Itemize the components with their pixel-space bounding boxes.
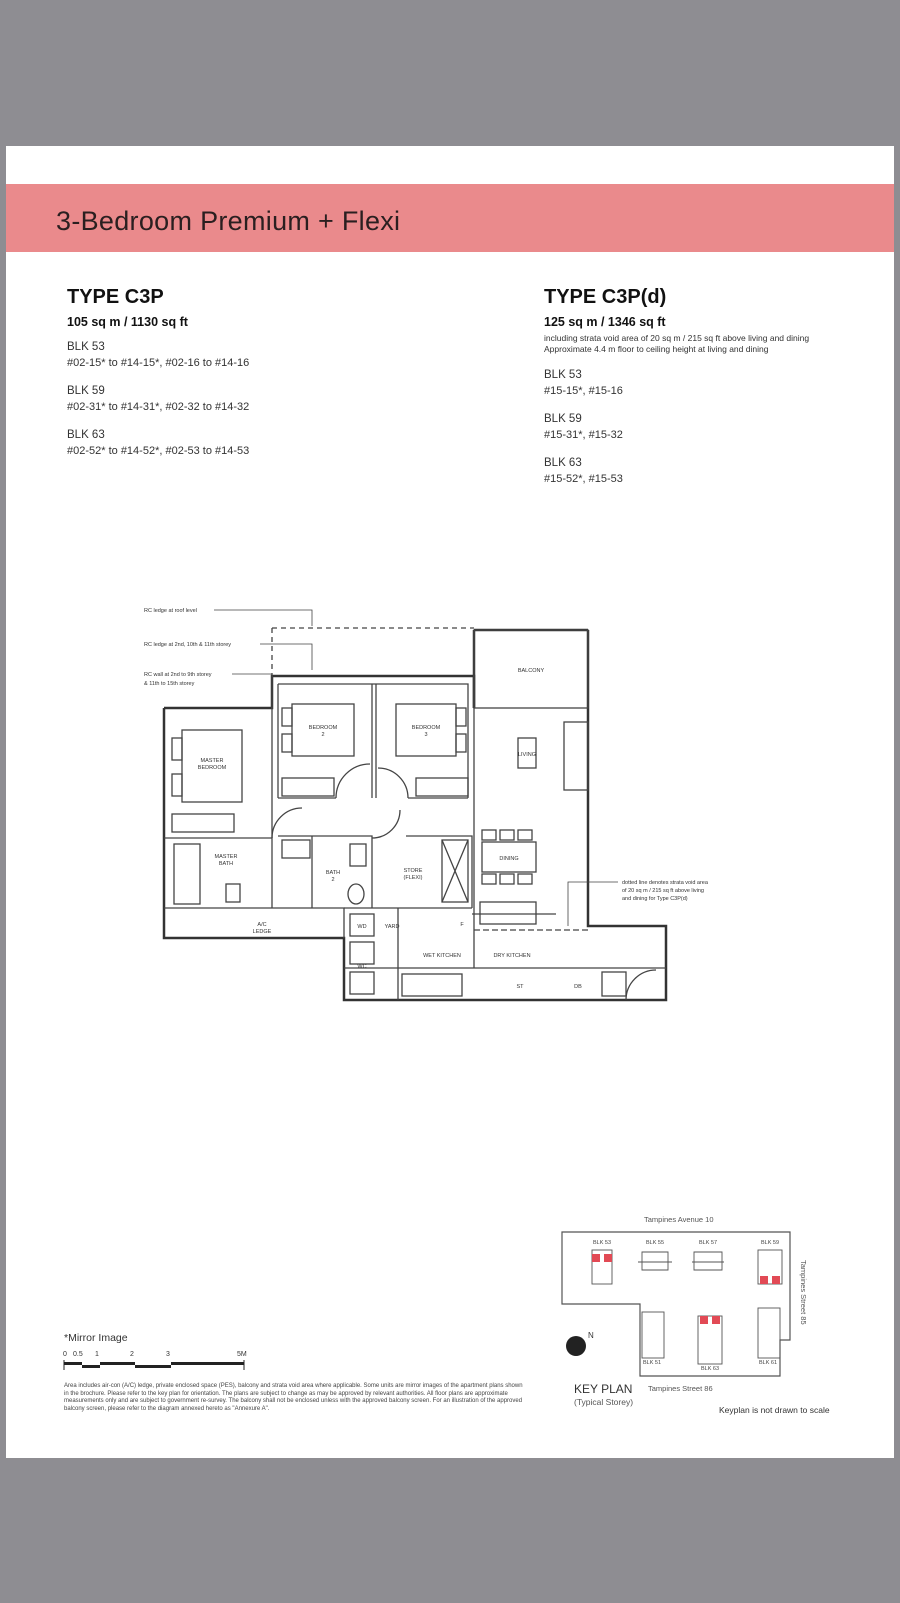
room-ac-ledge: A/C [257,922,267,928]
room-bedroom-3: BEDROOM [411,725,441,731]
room-ac-ledge-2: LEDGE [252,929,272,935]
block-units: #02-31* to #14-31*, #02-32 to #14-32 [67,401,250,413]
room-dining: DINING [499,856,519,862]
room-wet-kitchen: WET KITCHEN [423,953,461,959]
block-entry [67,385,487,413]
callout-void-3: and dining for Type C3P(d) [622,896,688,902]
block-label-57: BLK 57 [698,1240,718,1246]
block-label-61: BLK 61 [758,1360,778,1366]
room-yard: YARD [384,924,400,930]
room-store-flexi: (FLEXI) [403,875,423,881]
road-tampines-street-85: Tampines Street 85 [799,1260,808,1325]
scale-label: 1 [95,1351,99,1358]
note-line: Approximate 4.4 m floor to ceiling height at living and dining [544,344,769,354]
block-name: BLK 59 [544,413,582,425]
room-dry-kitchen: DRY KITCHEN [493,953,531,959]
north-label: N [588,1331,594,1340]
type-c3p-info [67,286,487,457]
page-title: 3-Bedroom Premium + Flexi [56,206,401,236]
room-bedroom-2-num: 2 [321,732,325,738]
scale-label: 0.5 [73,1351,83,1358]
callout-roof-ledge: RC ledge at roof level [144,608,197,614]
block-entry [544,457,874,485]
key-plan-title: KEY PLAN [574,1382,633,1396]
room-balcony: BALCONY [517,668,545,674]
block-name: BLK 63 [67,429,105,441]
room-wd: WD [357,924,367,930]
room-bedroom-3-num: 3 [424,732,428,738]
floor-plan-drawing [136,608,708,1028]
north-compass-icon [566,1331,594,1356]
block-name: BLK 59 [67,385,105,397]
type-area: 125 sq m / 1346 sq ft [544,315,666,329]
type-area: 105 sq m / 1130 sq ft [67,315,188,329]
block-label-55: BLK 55 [645,1240,665,1246]
room-bedroom-2: BEDROOM [308,725,338,731]
block-name: BLK 53 [67,341,105,353]
block-units: #15-52*, #15-53 [544,473,623,485]
block-entry [67,429,487,457]
block-label-59: BLK 59 [760,1240,780,1246]
road-tampines-street-86: Tampines Street 86 [648,1384,713,1393]
key-plan-note: Keyplan is not drawn to scale [719,1405,830,1415]
note-line: including strata void area of 20 sq m / 215 sq ft above living and dining [544,333,810,343]
room-wc: WC [357,964,367,970]
callout-void-2: of 20 sq m / 215 sq ft above living [622,888,704,894]
disclaimer-text: Area includes air-con (A/C) ledge, private enclosed space (PES), balcony and strata void area where applicable. Some units are mirror images of the apartment plans shown in the brochure. Please refer to the key plan for orientation. The plans are subject to change as may be approved by relevant authorities. All floor plans are approximate measurements only and are subject to government re-survey. The balcony shall not be enclosed unless with the approved balcony screen. For an illustration of the approved balcony screen, please refer to the diagram annexed hereto as "Annexure A". [64,1383,523,1412]
title-banner [6,184,894,252]
scale-label: 0 [63,1351,67,1358]
callout-void: dotted line denotes strata void area [622,880,708,886]
room-master-bedroom: MASTER [200,758,224,764]
block-name: BLK 53 [544,369,582,381]
block-name: BLK 63 [544,457,582,469]
block-units: #15-15*, #15-16 [544,385,623,397]
scale-bar [63,1348,263,1378]
room-master-bedroom-2: BEDROOM [197,765,227,771]
key-plan-map [554,1212,824,1392]
block-label-51: BLK 51 [642,1360,662,1366]
block-units: #02-15* to #14-15*, #02-16 to #14-16 [67,357,250,369]
room-bath-2-num: 2 [331,877,335,883]
type-title: TYPE C3P(d) [544,286,667,308]
room-master-bath: MASTER [214,854,238,860]
block-entry [544,413,874,441]
block-units: #15-31*, #15-32 [544,429,623,441]
block-label-53: BLK 53 [592,1240,612,1246]
mirror-image-note: *Mirror Image [64,1332,128,1344]
scale-label: 3 [166,1351,170,1358]
type-c3pd-info [544,286,874,485]
block-entry [544,369,874,397]
type-note [544,333,874,355]
room-bath-2: BATH [325,870,341,876]
scale-label: 5M [237,1351,247,1358]
scale-label: 2 [130,1351,134,1358]
highlighted-units [592,1254,780,1324]
room-store: STORE [403,868,423,874]
room-fridge: F [460,922,464,928]
key-plan-subtitle: (Typical Storey) [574,1397,634,1407]
floor-plan-sheet [6,146,894,1458]
block-entry [67,341,487,369]
callout-rc-ledge: RC ledge at 2nd, 10th & 11th storey [144,642,232,648]
type-title: TYPE C3P [67,286,164,308]
block-units: #02-52* to #14-52*, #02-53 to #14-53 [67,445,250,457]
block-label-63: BLK 63 [700,1366,720,1372]
callout-rc-wall: RC wall at 2nd to 9th storey [144,672,212,678]
room-st: ST [516,984,524,990]
callout-rc-wall-2: & 11th to 15th storey [144,681,195,687]
room-living: LIVING [517,752,537,758]
room-master-bath-2: BATH [218,861,234,867]
room-db: DB [574,984,582,990]
road-tampines-avenue-10: Tampines Avenue 10 [644,1215,714,1224]
